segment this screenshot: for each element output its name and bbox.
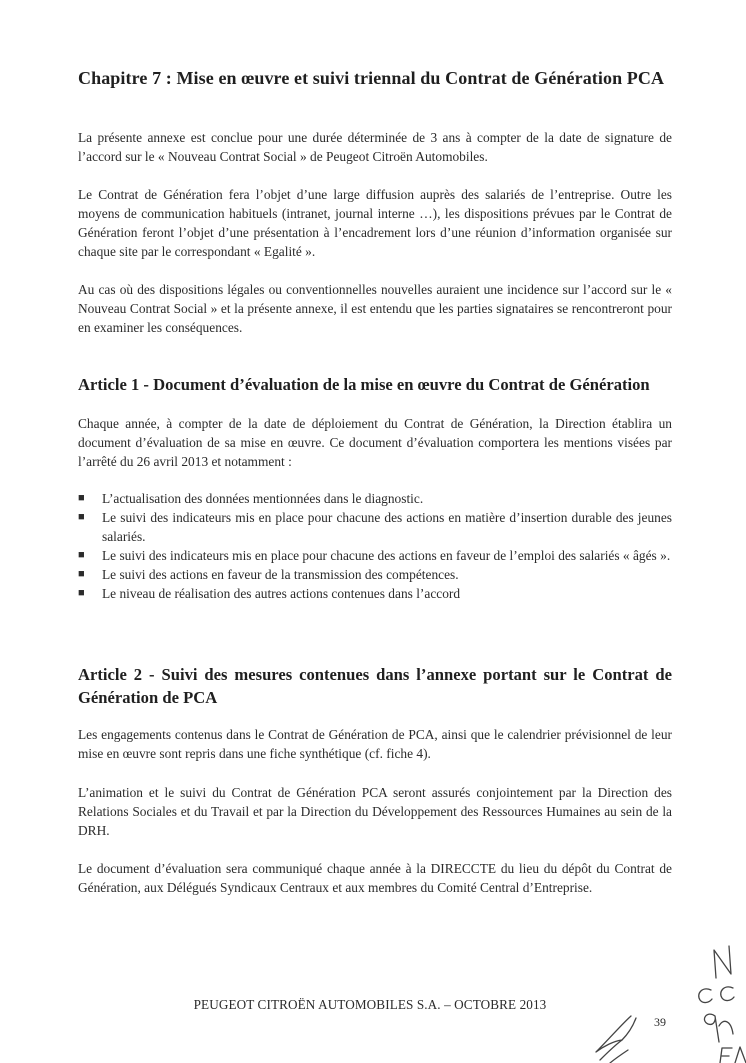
chapter-paragraph-1: La présente annexe est conclue pour une durée déterminée de 3 ans à compter de la date de signature de l’accord sur le « Nouveau Contrat Social » de Peugeot Citroën Automobiles. [78,130,672,164]
article-2-title-line-1: Article 2 - Suivi des mesures contenues dans l’annexe portant sur le Contrat de [78,665,672,684]
article-1-title: Article 1 - Document d’évaluation de la mise en œuvre du Contrat de Génération [78,375,650,394]
chapter-title: Chapitre 7 : Mise en œuvre et suivi triennal du Contrat de Génération PCA [78,68,665,88]
bullet-square-icon: ■ [78,492,85,504]
chapter-paragraph-2: Le Contrat de Génération fera l’objet d’une large diffusion auprès des salariés de l’entreprise. Outre les moyens de communication habituels (intranet, journal interne …), les dispositions prévues par le Contrat de Génération feront l’objet d’une présentation à l’encadrement lors d’une réunion d’information organisée sur chaque site par le correspondant « Egalité ». [78,187,672,259]
list-item-text: Le suivi des indicateurs mis en place pour chacune des actions en matière d’insertion durable des jeunes salariés. [102,510,672,544]
list-item-text: Le suivi des actions en faveur de la transmission des compétences. [102,567,459,582]
list-item-text: Le niveau de réalisation des autres actions contenues dans l’accord [102,586,461,601]
page-footer: PEUGEOT CITROËN AUTOMOBILES S.A. – OCTOBRE 2013 [193,997,547,1012]
article-2-paragraph-1: Les engagements contenus dans le Contrat de Génération de PCA, ainsi que le calendrier prévisionnel de leur mise en œuvre sont repris dans une fiche synthétique (cf. fiche 4). [78,727,672,761]
article-2-title-line-2: Génération de PCA [78,688,218,707]
bullet-square-icon: ■ [78,568,85,580]
chapter-paragraph-3: Au cas où des dispositions légales ou conventionnelles nouvelles auraient une incidence sur l’accord sur le « Nouveau Contrat Social » et la présente annexe, il est entendu que les parties signataires se rencontreront pour en examiner les conséquences. [78,282,672,335]
page-number: 39 [654,1015,666,1029]
bullet-square-icon: ■ [78,511,85,523]
article-1-intro: Chaque année, à compter de la date de déploiement du Contrat de Génération, la Direction établira un document d’évaluation de sa mise en œuvre. Ce document d’évaluation comportera les mentions visées par l’arrêté du 26 avril 2013 et notamment : [78,416,672,469]
article-2-paragraph-3: Le document d’évaluation sera communiqué chaque année à la DIRECCTE du lieu du dépôt du Contrat de Génération, aux Délégués Syndicaux Centraux et aux membres du Comité Central d’Entreprise. [78,861,672,895]
article-2-paragraph-2: L’animation et le suivi du Contrat de Génération PCA seront assurés conjointement par la Direction des Relations Sociales et du Travail et par la Direction du Développement des Ressources Humaines au sein de la DRH. [78,785,672,838]
list-item-text: Le suivi des indicateurs mis en place pour chacune des actions en faveur de l’emploi des salariés « âgés ». [102,548,671,563]
bullet-square-icon: ■ [78,587,85,599]
list-item-text: L’actualisation des données mentionnées dans le diagnostic. [102,491,424,506]
bullet-square-icon: ■ [78,549,85,561]
